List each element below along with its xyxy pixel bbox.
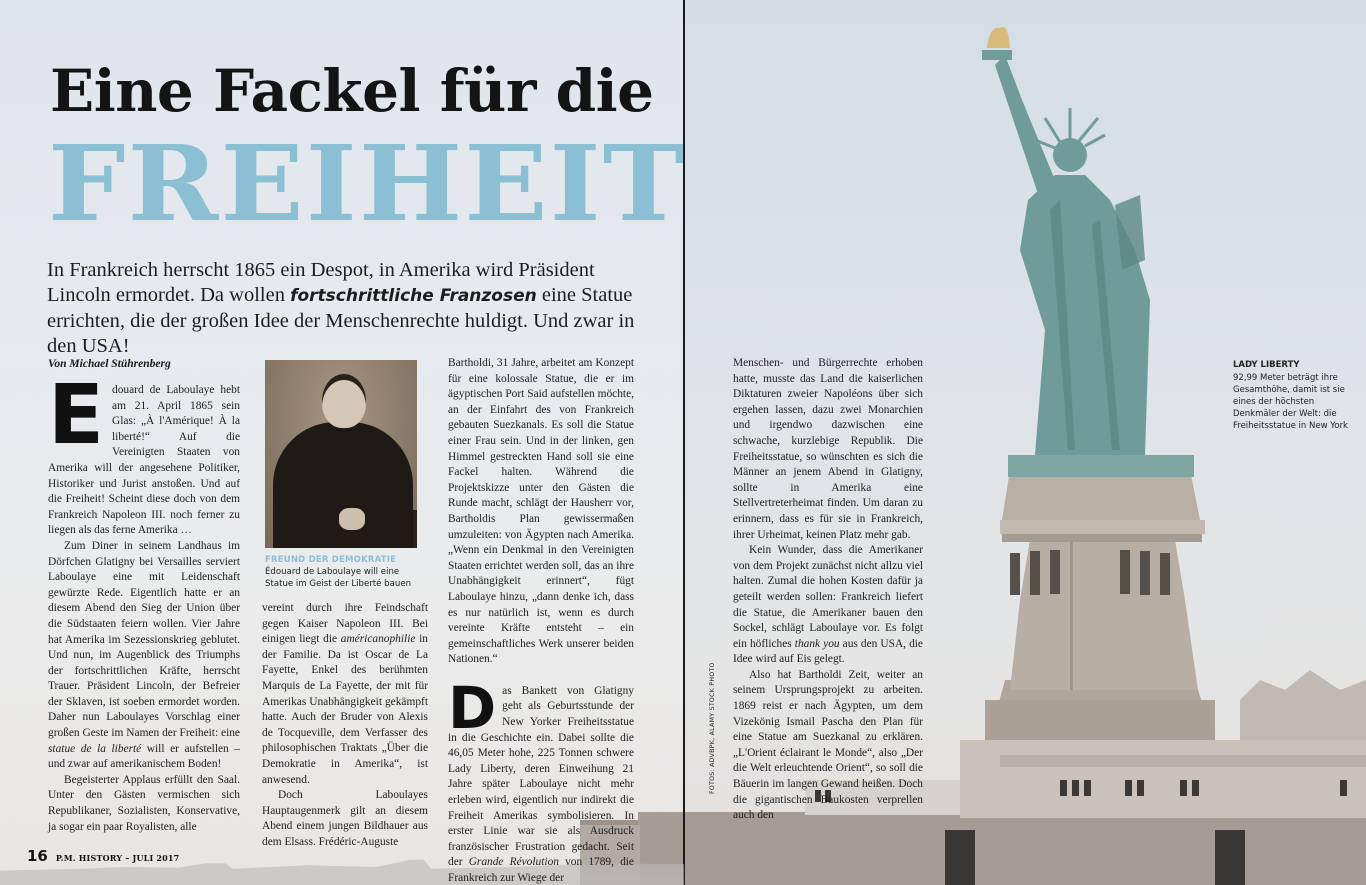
article-column-1 xyxy=(48,368,240,835)
statue-of-liberty-photo xyxy=(580,0,1366,885)
paragraph: Zum Diner in seinem Landhaus im Dörfchen Glatigny bei Versailles serviert Laboulaye eine mit Leidenschaft gewürzte Rede. Eigentlich hatte er an diesem Abend den Sieg der Union über die Südstaaten feiern wollen. Vier Jahre hat Amerika im Sezessionskrieg geblutet. Und nun, im Augenblick des Triumphs der fortschrittlichen Kräfte, herrscht Trauer. Präsident Lincoln, der Befreier der Sklaven, ist soeben ermordet worden. Daher nun Laboulayes Vorschlag einer großen Geste im Namen der Freiheit: eine statue de la liberté will er aufstellen – und zwar auf amerikanischem Boden! xyxy=(48,539,240,771)
article-column-2 xyxy=(262,601,428,851)
photo-credit: FOTOS: ADVBPK, ALAMY STOCK PHOTO xyxy=(709,662,716,794)
page-footer xyxy=(27,847,179,865)
portrait-caption-title: FREUND DER DEMOKRATIE xyxy=(265,555,397,565)
page-number: 16 xyxy=(27,847,48,865)
laboulaye-portrait-photo xyxy=(265,360,417,548)
dropcap-e: E xyxy=(48,368,105,463)
statue-caption-title: LADY LIBERTY xyxy=(1233,360,1300,370)
statue-caption-text: 92,99 Meter beträgt ihre Gesamthöhe, damit ist sie eines der höchsten Denkmäler der Welt: die Freiheitsstatue in New York xyxy=(1233,373,1348,431)
headline-freiheit: FREIHEIT xyxy=(48,122,687,245)
portrait-caption-text: Édouard de Laboulaye will eine Statue im Geist der Liberté bauen xyxy=(265,567,412,589)
author-byline: Von Michael Stührenberg xyxy=(48,358,171,370)
paragraph: vereint durch ihre Feindschaft gegen Kaiser Napoleon III. Bei einigen liegt die américanophilie in der Familie. Da ist Oscar de La Fayette, Enkel des berühmten Marquis de La Fayette, der mit für Amerikas Unabhängigkeit gekämpft hatte. Auch der Bruder von Alexis de Tocqueville, dem Verfasser des philosophischen Traktats „Über die Demokratie in Amerika“, ist anwesend. xyxy=(262,602,428,786)
paragraph: Bartholdi, 31 Jahre, arbeitet am Konzept für eine kolossale Statue, die er im ägyptischen Port Said aufstellen möchte, an der Einfahrt des von Frankreich gebauten Suezkanals. Es soll die Statue einer Frau sein. Und in der linken, gen Himmel gestreckten Hand soll sie eine Fackel halten. Während die Projektskizze unter den Gästen die Runde macht, schlägt der Hausherr vor, Bartholdis Plan gewissermaßen umzuleiten: von Ägypten nach Amerika. „Wenn ein Denkmal in den Vereinigten Staaten errichtet werden soll, das an ihre Unabhängigkeit erinnert“, fügt Laboulaye hinzu, „dann denke ich, dass es nur natürlich ist, wenn es durch vereinte Kräfte entsteht – ein gemeinschaftliches Werk unserer beiden Nationen.“ xyxy=(448,357,634,666)
paragraph: Doch Laboulayes Hauptaugenmerk gilt an diesem Abend einem jungen Bildhauer aus dem Elsass. Frédéric-Auguste xyxy=(262,789,428,848)
lead-paragraph: In Frankreich herrscht 1865 ein Despot, in Amerika wird Präsident Lincoln ermordet. Da wollen fortschrittliche Franzosen eine Statue errichten, die der großen Idee der Menschenrechte huldigt. Und zwar in den USA! xyxy=(47,259,635,357)
article-column-3 xyxy=(448,356,634,885)
paragraph: Also hat Bartholdi Zeit, weiter an seinem Ursprungsprojekt zu arbeiten. 1869 reist er nach Ägypten, um dem Vizekönig Ismail Pascha den Plan für eine Statue am Suezkanal zu erklären. „L'Orient éclairant le Monde“, also „Der die Welt erleuchtende Orient“, so soll die Bäuerin im langen Gewand heißen. Doch die gigantischen Baukosten verprellen auch den xyxy=(733,668,923,822)
article-column-4 xyxy=(733,356,923,824)
paragraph: Edouard de Laboulaye hebt am 21. April 1865 sein Glas: „À l'Amérique! À la liberté!“ Auf die Vereinigten Staaten von Amerika will der angesehene Politiker, Historiker und Jurist anstoßen. Und auf die Freiheit! Scheint diese doch von dem Frankreich Napoleon III. noch ferner zu liegen als das ferne Amerika … xyxy=(48,368,240,537)
lead-emphasis: fortschrittliche Franzosen xyxy=(290,286,537,306)
magazine-issue: P.M. HISTORY – JULI 2017 xyxy=(55,853,180,863)
paragraph: Kein Wunder, dass die Amerikaner von dem Projekt zunächst nicht allzu viel halten. Zumal die hohen Kosten dafür ja geteilt werden sollen: Frankreich liefert die Statue, die Amerikaner bauen den Sockel, schlägt Laboulaye vor. Es folgt ein höfliches thank you aus den USA, die Idee wird auf Eis gelegt. xyxy=(733,544,923,666)
paragraph: Begeisterter Applaus erfüllt den Saal. Unter den Gästen vermischen sich Republikaner, Sozialisten, Konservative, ja sogar ein paar Royalisten, alle xyxy=(48,773,240,833)
paragraph: Das Bankett von Glatigny geht als Geburtsstunde der New Yorker Freiheitsstatue in die Geschichte ein. Dabei sollte die 46,05 Meter hohe, 225 Tonnen schwere Lady Liberty, deren Einweihung 21 Jahre später Laboulaye nicht mehr erleben wird, eigentlich nur indirekt die Freiheit Amerikas symbolisieren. In erster Linie war sie als Ausdruck französischer Frustration gedacht. Seit der Grande Révolution von 1789, die Frankreich zur Wiege der xyxy=(448,673,634,884)
paragraph: Menschen- und Bürgerrechte erhoben hatte, musste das Land die kaiserlichen Diktaturen zweier Napoléons über sich ergehen lassen, dazu zwei Monarchien und irgendwo dazwischen eine schwache, kurzlebige Republik. Die Freiheitsstatue, so wünschten es sich die Männer an jenem Abend in Glatigny, sollte in Amerika eine Stellvertreterheimat finden. Um daran zu erinnern, dass es für sie in Frankreich, ihrer Urheimat, keinen Platz mehr gab. xyxy=(733,357,923,541)
dropcap-d: D xyxy=(448,673,497,742)
headline-top: Eine Fackel für die xyxy=(50,57,654,125)
